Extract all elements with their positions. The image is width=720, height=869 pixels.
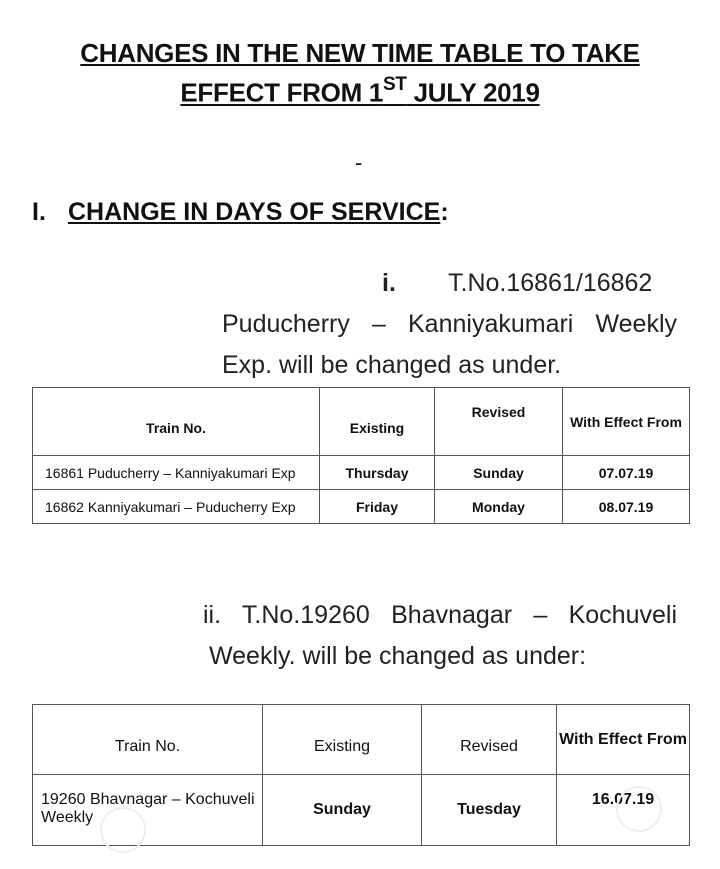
page-title-line-2 <box>0 76 720 109</box>
section-heading <box>32 198 449 227</box>
table-row <box>33 456 690 490</box>
header-existing: Existing <box>263 705 422 775</box>
cell-existing: Thursday <box>320 456 435 490</box>
header-revised: Revised <box>422 705 557 775</box>
cell-effective-date: 07.07.19 <box>563 456 690 490</box>
header-train-no: Train No. <box>33 388 320 456</box>
title-month-year: JULY 2019 <box>406 77 540 108</box>
separator-dash: - <box>355 150 363 175</box>
selection-handle-left[interactable] <box>100 807 146 853</box>
header-with-effect-from: With Effect From <box>563 388 690 456</box>
item1-note: Exp. will be changed as under. <box>222 351 562 379</box>
page-title-line-1: CHANGES IN THE NEW TIME TABLE TO TAKE <box>80 38 640 68</box>
item1-numeral: i. <box>382 269 396 297</box>
item2-note: Weekly. will be changed as under: <box>209 642 587 670</box>
section-colon: : <box>440 198 449 226</box>
cell-train: 16861 Puducherry – Kanniyakumari Exp <box>33 456 320 490</box>
item2-heading: ii. T.No.19260 Bhavnagar – Kochuveli <box>203 601 677 629</box>
item1-heading <box>382 263 682 304</box>
cell-train: 16862 Kanniyakumari – Puducherry Exp <box>33 490 320 524</box>
section-title: CHANGE IN DAYS OF SERVICE <box>68 198 441 226</box>
selection-handle-right[interactable] <box>616 786 662 832</box>
cell-effective-date: 08.07.19 <box>563 490 690 524</box>
item1-route: Puducherry – Kanniyakumari Weekly <box>222 310 677 338</box>
table-row <box>33 490 690 524</box>
header-with-effect-from: With Effect From <box>557 705 690 775</box>
item1-train-numbers: T.No.16861/16862 <box>448 269 653 297</box>
cell-effective-date: 16.07.19 <box>557 775 690 846</box>
title-ordinal-suffix: ST <box>383 74 407 95</box>
title-effect-from: EFFECT FROM 1 <box>180 77 384 108</box>
table-header-row <box>33 705 690 775</box>
header-revised: Revised <box>435 388 563 456</box>
cell-revised: Monday <box>435 490 563 524</box>
header-existing: Existing <box>320 388 435 456</box>
schedule-table-1 <box>32 387 690 524</box>
cell-revised: Sunday <box>435 456 563 490</box>
cell-train: 19260 Bhavnagar – Kochuveli Weekly <box>33 775 263 846</box>
cell-revised: Tuesday <box>422 775 557 846</box>
cell-existing: Friday <box>320 490 435 524</box>
section-number: I. <box>32 198 46 226</box>
header-train-no: Train No. <box>33 705 263 775</box>
table-header-row <box>33 388 690 456</box>
cell-existing: Sunday <box>263 775 422 846</box>
